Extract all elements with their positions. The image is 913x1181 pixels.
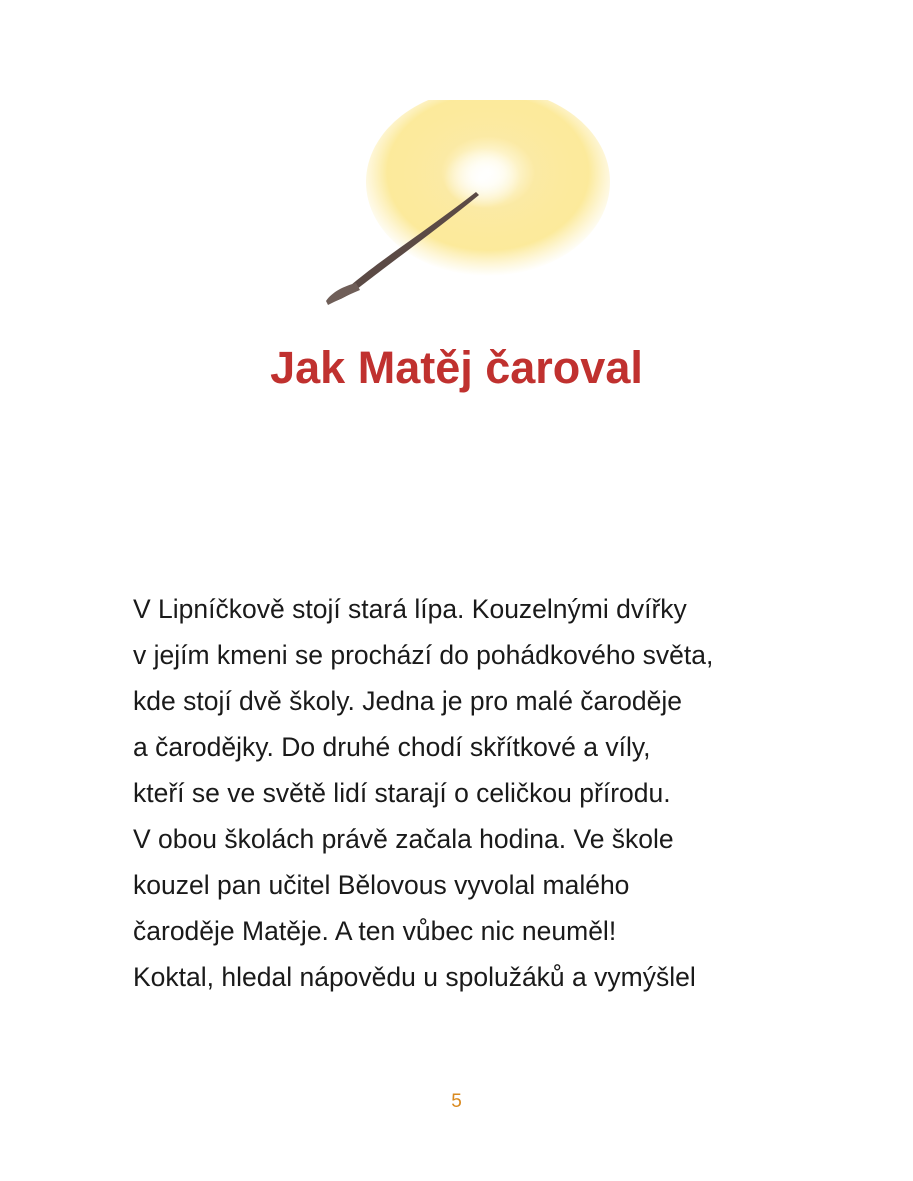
body-line: čaroděje Matěje. A ten vůbec nic neuměl! — [133, 916, 617, 946]
chapter-title: Jak Matěj čaroval — [270, 342, 643, 393]
wand-handle — [326, 283, 360, 305]
glow-core — [444, 148, 520, 208]
chapter-body — [133, 586, 833, 1000]
body-line: Koktal, hledal nápovědu u spolužáků a vymýšlel — [133, 962, 696, 992]
body-line: a čarodějky. Do druhé chodí skřítkové a víly, — [133, 732, 651, 762]
body-line: v jejím kmeni se prochází do pohádkového světa, — [133, 640, 714, 670]
page-number: 5 — [451, 1091, 462, 1112]
body-line: kteří se ve světě lidí starají o celičkou přírodu. — [133, 778, 671, 808]
body-line: V Lipníčkově stojí stará lípa. Kouzelnými dvířky — [133, 594, 687, 624]
magic-wand-with-glow-icon — [310, 100, 630, 320]
body-line: V obou školách právě začala hodina. Ve škole — [133, 824, 674, 854]
body-line: kouzel pan učitel Bělovous vyvolal malého — [133, 870, 630, 900]
body-line: kde stojí dvě školy. Jedna je pro malé čaroděje — [133, 686, 682, 716]
